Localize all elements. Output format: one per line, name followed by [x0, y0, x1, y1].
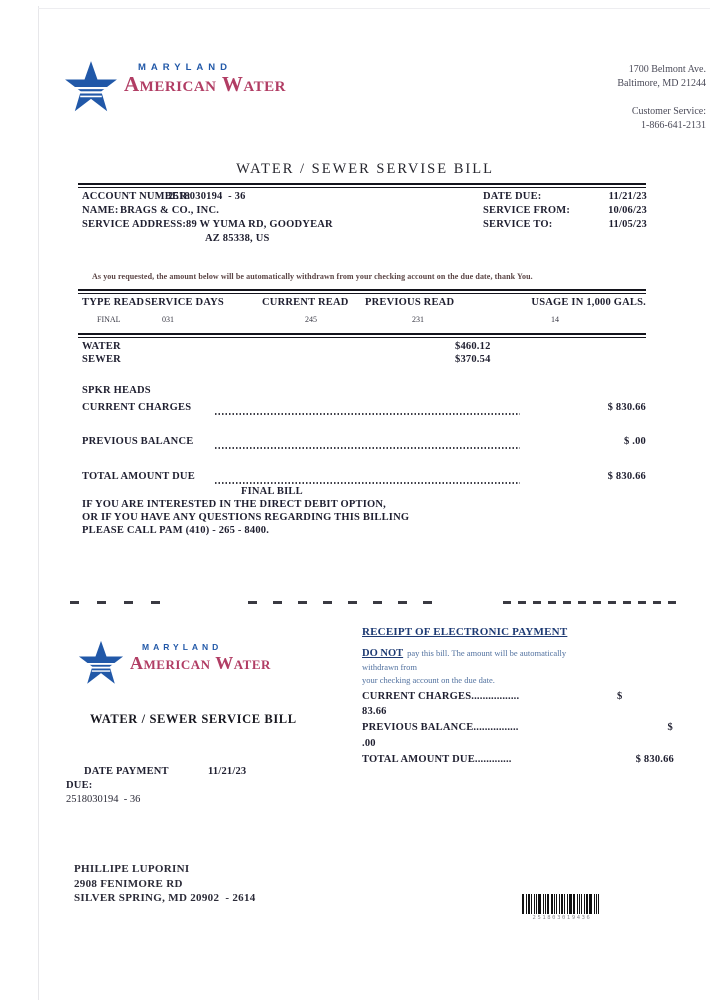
customer-name-label: NAME: [82, 205, 119, 216]
water-amount: $460.12 [455, 341, 491, 352]
customer-name-value: BRAGS & CO., INC. [120, 205, 220, 216]
do-not-label: DO NOT [362, 648, 404, 659]
account-box-top-rule [78, 183, 646, 188]
logo-state-text: MARYLAND [138, 62, 233, 73]
star-water-icon [78, 640, 124, 686]
logo-state-text: MARYLAND [142, 642, 223, 652]
usage-header-type-read: TYPE READ [82, 297, 145, 308]
water-label: WATER [82, 341, 121, 352]
bill-footer-line1: IF YOU ARE INTERESTED IN THE DIRECT DEBIT OPTION, [82, 499, 386, 510]
mailing-address-block [74, 862, 256, 906]
usage-value-usage: 14 [551, 315, 559, 324]
company-address-line2: Baltimore, MD 21244 [617, 78, 706, 89]
scan-page-edge-top [38, 8, 710, 9]
barcode [522, 894, 602, 921]
barcode-bars [522, 894, 602, 914]
bill-footer-line3: PLEASE CALL PAM (410) - 265 - 8400. [82, 525, 270, 536]
service-to-value: 11/05/23 [608, 219, 647, 230]
sewer-amount: $370.54 [455, 354, 491, 365]
usage-value-current-read: 245 [305, 315, 317, 324]
stub-total-due-label: TOTAL AMOUNT DUE............. [362, 754, 512, 765]
usage-value-type-read: FINAL [97, 315, 121, 324]
receipt-note [362, 643, 662, 686]
stub-previous-balance-currency: $ [667, 722, 673, 733]
receipt-heading: RECEIPT OF ELECTRONIC PAYMENT [362, 626, 568, 638]
stub-previous-balance-label: PREVIOUS BALANCE................ [362, 722, 519, 733]
stub-account-number: 2518030194 - 36 [66, 794, 141, 805]
current-charges-amount: $ 830.66 [607, 402, 646, 413]
usage-value-previous-read: 231 [412, 315, 424, 324]
total-due-label: TOTAL AMOUNT DUE [82, 471, 195, 482]
service-address-line1: 89 W YUMA RD, GOODYEAR [186, 219, 333, 230]
date-payment-due-label: DATE PAYMENT [84, 766, 169, 777]
final-bill-label: FINAL BILL [241, 486, 303, 497]
usage-header-current-read: CURRENT READ [262, 297, 349, 308]
sewer-label: SEWER [82, 354, 121, 365]
date-due-label: DATE DUE: [483, 191, 542, 202]
date-payment-due-value: 11/21/23 [208, 766, 247, 777]
document-title: WATER / SEWER SERVISE BILL [236, 161, 494, 177]
previous-balance-leader [215, 447, 520, 449]
company-address-block [520, 63, 706, 133]
customer-service-label: Customer Service: [631, 106, 706, 117]
total-due-amount: $ 830.66 [607, 471, 646, 482]
company-logo-stub [78, 638, 271, 686]
usage-header-service-days: SERVICE DAYS [145, 297, 224, 308]
company-logo [64, 58, 286, 114]
service-address-label: SERVICE ADDRESS: [82, 219, 187, 230]
usage-table-top-rule [78, 289, 646, 294]
bill-footer-line2: OR IF YOU HAVE ANY QUESTIONS REGARDING THIS BILLING [82, 512, 410, 523]
mailing-city: SILVER SPRING, MD 20902 - 2614 [74, 892, 256, 904]
mailing-name: PHILLIPE LUPORINI [74, 863, 190, 875]
receipt-note-line3: your checking account on the due date. [362, 674, 495, 685]
current-charges-label: CURRENT CHARGES [82, 402, 192, 413]
service-from-value: 10/06/23 [608, 205, 647, 216]
receipt-note-line2: withdrawn from [362, 662, 418, 672]
stub-current-charges-currency: $ [617, 691, 623, 702]
customer-service-phone: 1-866-641-2131 [641, 120, 706, 131]
company-address-line1: 1700 Belmont Ave. [628, 64, 706, 75]
account-number-label: ACCOUNT NUMBER: [82, 191, 191, 202]
previous-balance-label: PREVIOUS BALANCE [82, 436, 194, 447]
stub-current-charges-amount: 83.66 [362, 706, 387, 717]
stub-previous-balance-amount: .00 [362, 738, 376, 749]
previous-balance-amount: $ .00 [624, 436, 646, 447]
stub-total-due-amount: $ 830.66 [635, 754, 674, 765]
logo-brand-text: American Water [130, 653, 271, 673]
date-due-value: 11/21/23 [608, 191, 647, 202]
usage-table-bottom-rule [78, 333, 646, 338]
current-charges-leader [215, 413, 520, 415]
stub-bill-title: WATER / SEWER SERVICE BILL [90, 712, 297, 726]
service-note: SPKR HEADS [82, 385, 151, 396]
usage-header-usage: USAGE IN 1,000 GALS. [531, 297, 646, 308]
tear-line-segment-2 [248, 601, 444, 604]
receipt-note-line1: pay this bill. The amount will be automatically [407, 648, 567, 658]
barcode-digits: 251803019436 [532, 915, 592, 921]
usage-value-service-days: 031 [162, 315, 174, 324]
service-from-label: SERVICE FROM: [483, 205, 571, 216]
logo-brand-text: American Water [124, 72, 286, 96]
total-due-leader [215, 482, 520, 484]
stub-current-charges-label: CURRENT CHARGES................. [362, 691, 520, 702]
scan-page-edge [38, 6, 39, 1000]
star-water-icon [64, 60, 118, 114]
auto-withdrawal-notice: As you requested, the amount below will be automatically withdrawn from your checking account on the due date, thank You. [92, 272, 533, 281]
account-number-value: 2518030194 - 36 [168, 191, 246, 202]
tear-line-segment-1 [70, 601, 170, 604]
date-payment-due-label2: DUE: [66, 780, 93, 791]
tear-line-segment-3 [503, 601, 681, 604]
service-to-label: SERVICE TO: [483, 219, 553, 230]
usage-header-previous-read: PREVIOUS READ [365, 297, 455, 308]
service-address-line2: AZ 85338, US [205, 233, 270, 244]
mailing-street: 2908 FENIMORE RD [74, 877, 183, 890]
